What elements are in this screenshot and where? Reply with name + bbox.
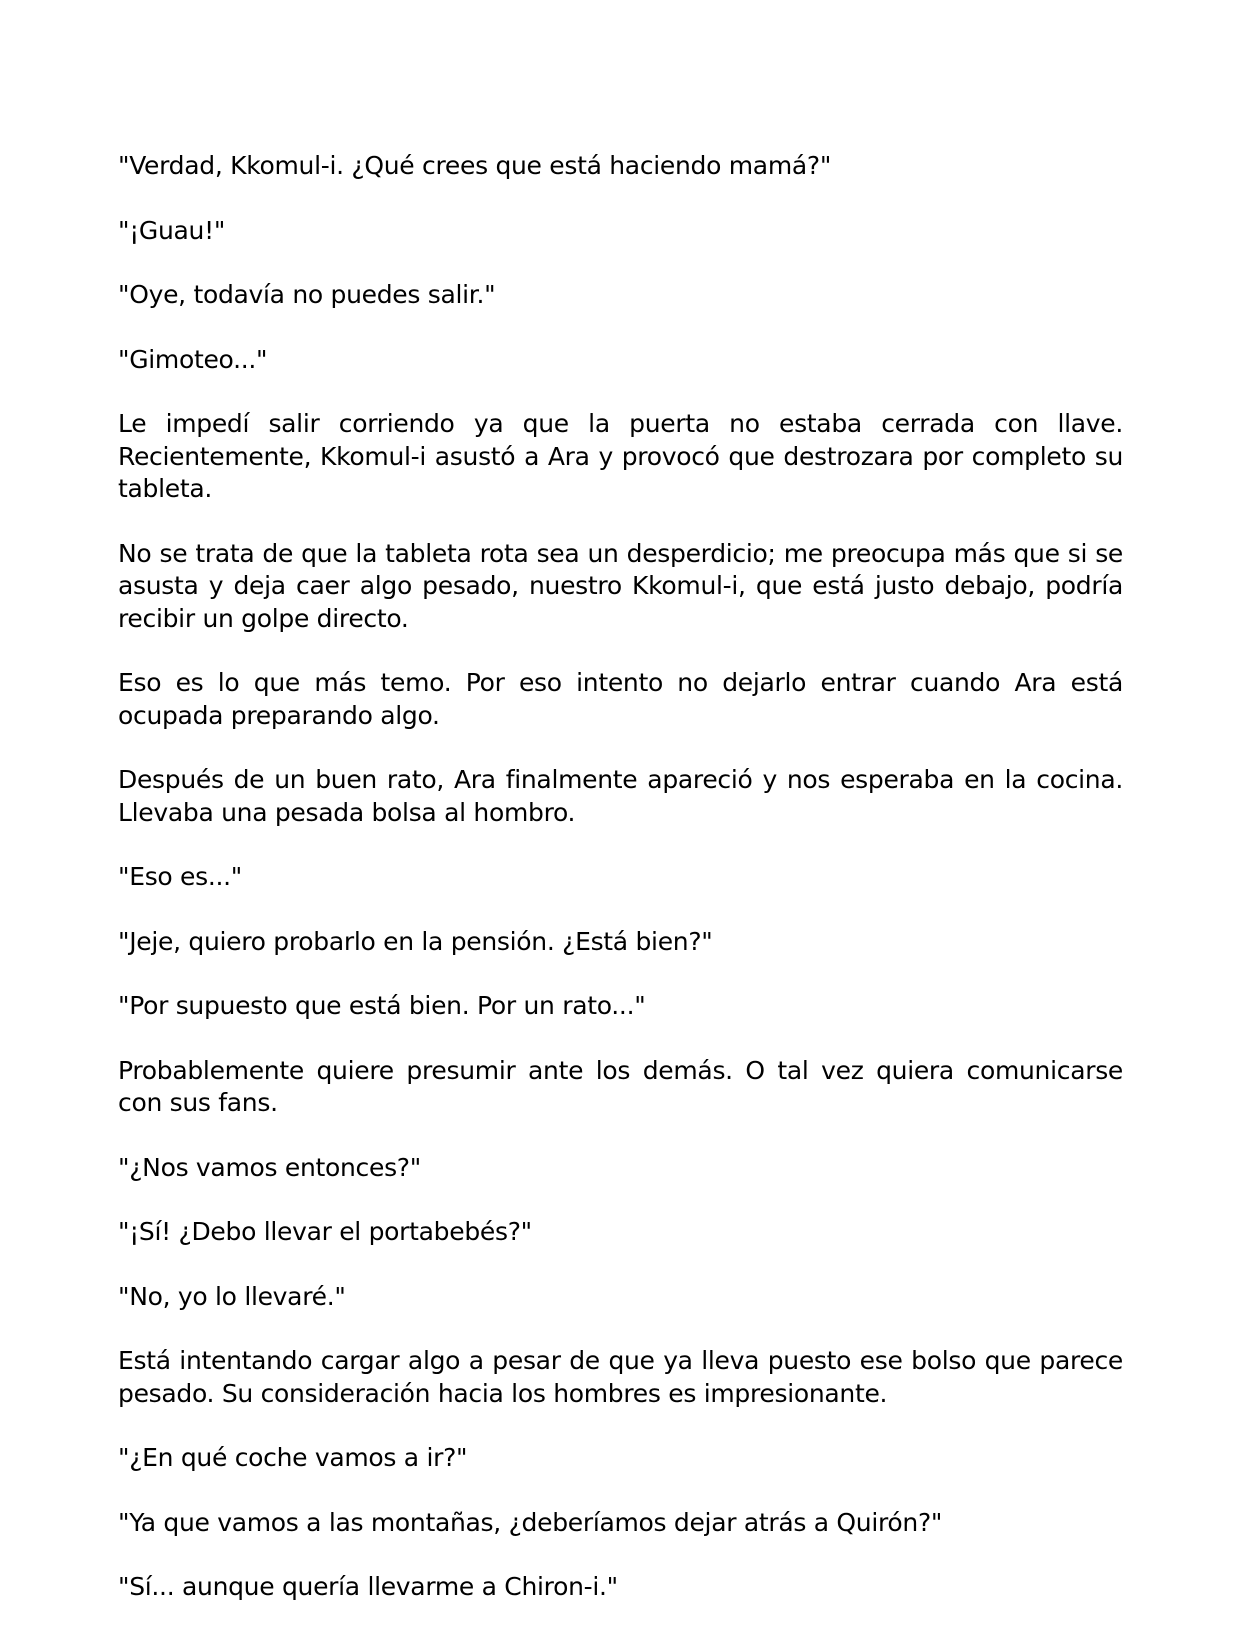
dialogue-line: "¡Guau!" [118, 215, 226, 245]
narration-paragraph: Probablemente quiere presumir ante los demás. O tal vez quiera comunicarse con sus fans. [118, 1055, 1123, 1117]
dialogue-line: "Jeje, quiero probarlo en la pensión. ¿Está bien?" [118, 926, 713, 956]
dialogue-line: "Oye, todavía no puedes salir." [118, 280, 496, 309]
narration-paragraph: Le impedí salir corriendo ya que la puerta no estaba cerrada con llave. Recientemente, Kkomul-i asustó a Ara y provocó que destrozara por completo su tableta. [118, 409, 1123, 503]
dialogue-line: "Eso es..." [118, 862, 243, 891]
dialogue-line: "Sí... aunque quería llevarme a Chiron-i." [118, 1572, 618, 1601]
dialogue-line: "¿En qué coche vamos a ir?" [118, 1443, 468, 1472]
document-body [118, 150, 1123, 1636]
dialogue-line: "¡Sí! ¿Debo llevar el portabebés?" [118, 1217, 532, 1246]
dialogue-line: "No, yo lo llevaré." [118, 1281, 346, 1311]
dialogue-line: "¿Nos vamos entonces?" [118, 1152, 421, 1182]
narration-paragraph: No se trata de que la tableta rota sea un desperdicio; me preocupa más que si se asusta y deja caer algo pesado, nuestro Kkomul-i, que está justo debajo, podría recibir un golpe directo. [118, 538, 1123, 633]
dialogue-line: "Por supuesto que está bien. Por un rato..." [118, 991, 646, 1020]
dialogue-line: "Gimoteo..." [118, 344, 268, 374]
dialogue-line: "Verdad, Kkomul-i. ¿Qué crees que está haciendo mamá?" [118, 151, 832, 180]
narration-paragraph: Eso es lo que más temo. Por eso intento no dejarlo entrar cuando Ara está ocupada preparando algo. [118, 668, 1123, 730]
narration-paragraph: Después de un buen rato, Ara finalmente apareció y nos esperaba en la cocina. Llevaba una pesada bolsa al hombro. [118, 765, 1123, 827]
dialogue-line: "Ya que vamos a las montañas, ¿deberíamos dejar atrás a Quirón?" [118, 1507, 943, 1537]
narration-paragraph: Está intentando cargar algo a pesar de que ya lleva puesto ese bolso que parece pesado. Su consideración hacia los hombres es impresionante. [118, 1346, 1123, 1408]
